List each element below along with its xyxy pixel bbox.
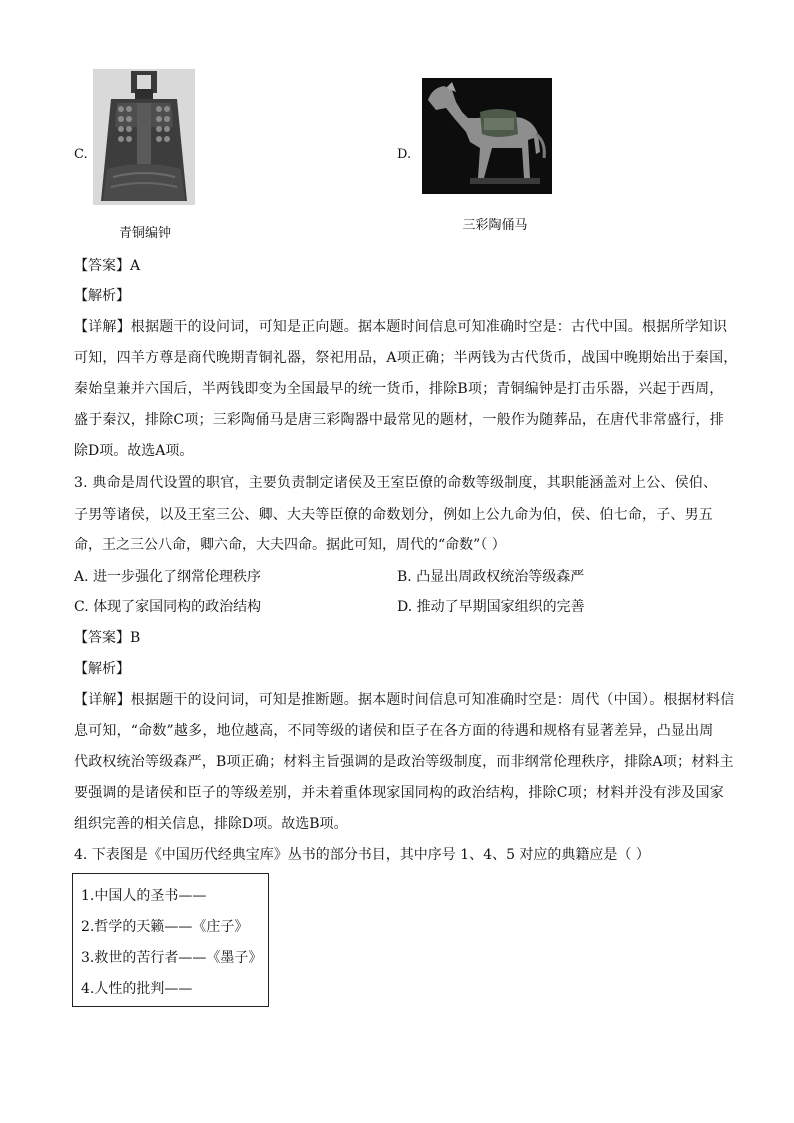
q2-analysis-line: 可知，四羊方尊是商代晚期青铜礼器，祭祀用品，A项正确；半两钱为古代货币，战国中晚期始出于秦国，: [74, 350, 738, 366]
q3-answer: 【答案】B: [74, 630, 141, 646]
q3-option-d: D. 推动了早期国家组织的完善: [397, 599, 585, 615]
pottery-horse-photo: [422, 78, 552, 194]
bronze-bell-photo: [93, 69, 195, 205]
table-row: 1.中国人的圣书——: [81, 888, 207, 904]
q4-book-table: [72, 873, 269, 1007]
q3-stem-line: 子男等诸侯，以及王室三公、卿、大夫等臣僚的命数划分，例如上公九命为伯，侯、伯七命，子、男五: [74, 507, 713, 523]
q3-option-c: C. 体现了家国同构的政治结构: [74, 599, 262, 615]
q2-analysis-line: 除D项。故选A项。: [74, 443, 194, 459]
table-row: 3.救世的苦行者——《墨子》: [81, 950, 263, 966]
q2-analysis-line: 秦始皇兼并六国后，半两钱即变为全国最早的统一货币，排除B项；青铜编钟是打击乐器，兴起于西周，: [74, 381, 724, 397]
q4-stem: 4. 下表图是《中国历代经典宝库》丛书的部分书目，其中序号 1、4、5 对应的典籍应是（ ）: [74, 847, 650, 863]
q3-analysis-line: 代政权统治等级森严，B项正确；材料主旨强调的是政治等级制度，而非纲常伦理秩序，排除A项；材料主: [74, 754, 734, 770]
option-d-label: D.: [397, 147, 412, 162]
q3-analysis-line: 息可知，“命数”越多，地位越高，不同等级的诸侯和臣子在各方面的待遇和规格有显著差异，凸显出周: [74, 723, 714, 739]
q3-analysis-label: 【解析】: [74, 661, 130, 677]
pottery-horse-icon: [422, 78, 552, 194]
q2-answer: 【答案】A: [74, 258, 141, 274]
table-row: 4.人性的批判——: [81, 981, 193, 997]
option-d-caption: 三彩陶俑马: [462, 218, 528, 233]
q2-analysis-line: 盛于秦汉，排除C项；三彩陶俑马是唐三彩陶器中最常见的题材，一般作为随葬品，在唐代非常盛行，排: [74, 412, 724, 428]
q3-option-b: B. 凸显出周政权统治等级森严: [397, 569, 585, 585]
q3-stem-line: 命，王之三公八命，卿六命，大夫四命。据此可知，周代的“命数”（ ）: [74, 537, 506, 553]
table-row: 2.哲学的天籁——《庄子》: [81, 919, 249, 935]
q2-analysis-label: 【解析】: [74, 288, 130, 304]
q2-analysis-line: 【详解】根据题干的设问词，可知是正向题。据本题时间信息可知准确时空是：古代中国。根据所学知识: [74, 319, 728, 335]
option-c-caption: 青铜编钟: [118, 226, 171, 241]
q3-stem-line: 3. 典命是周代设置的职官，主要负责制定诸侯及王室臣僚的命数等级制度，其职能涵盖对上公、侯伯、: [74, 475, 718, 491]
q3-analysis-line: 要强调的是诸侯和臣子的等级差别，并未着重体现家国同构的政治结构，排除C项；材料并没有涉及国家: [74, 785, 724, 801]
bronze-bell-icon: [93, 69, 195, 205]
q3-analysis-line: 【详解】根据题干的设问词，可知是推断题。据本题时间信息可知准确时空是：周代（中国）。根据材料信: [74, 692, 735, 708]
q3-option-a: A. 进一步强化了纲常伦理秩序: [74, 569, 262, 585]
option-c-label: C.: [74, 147, 88, 162]
q3-analysis-line: 组织完善的相关信息，排除D项。故选B项。: [74, 816, 348, 832]
